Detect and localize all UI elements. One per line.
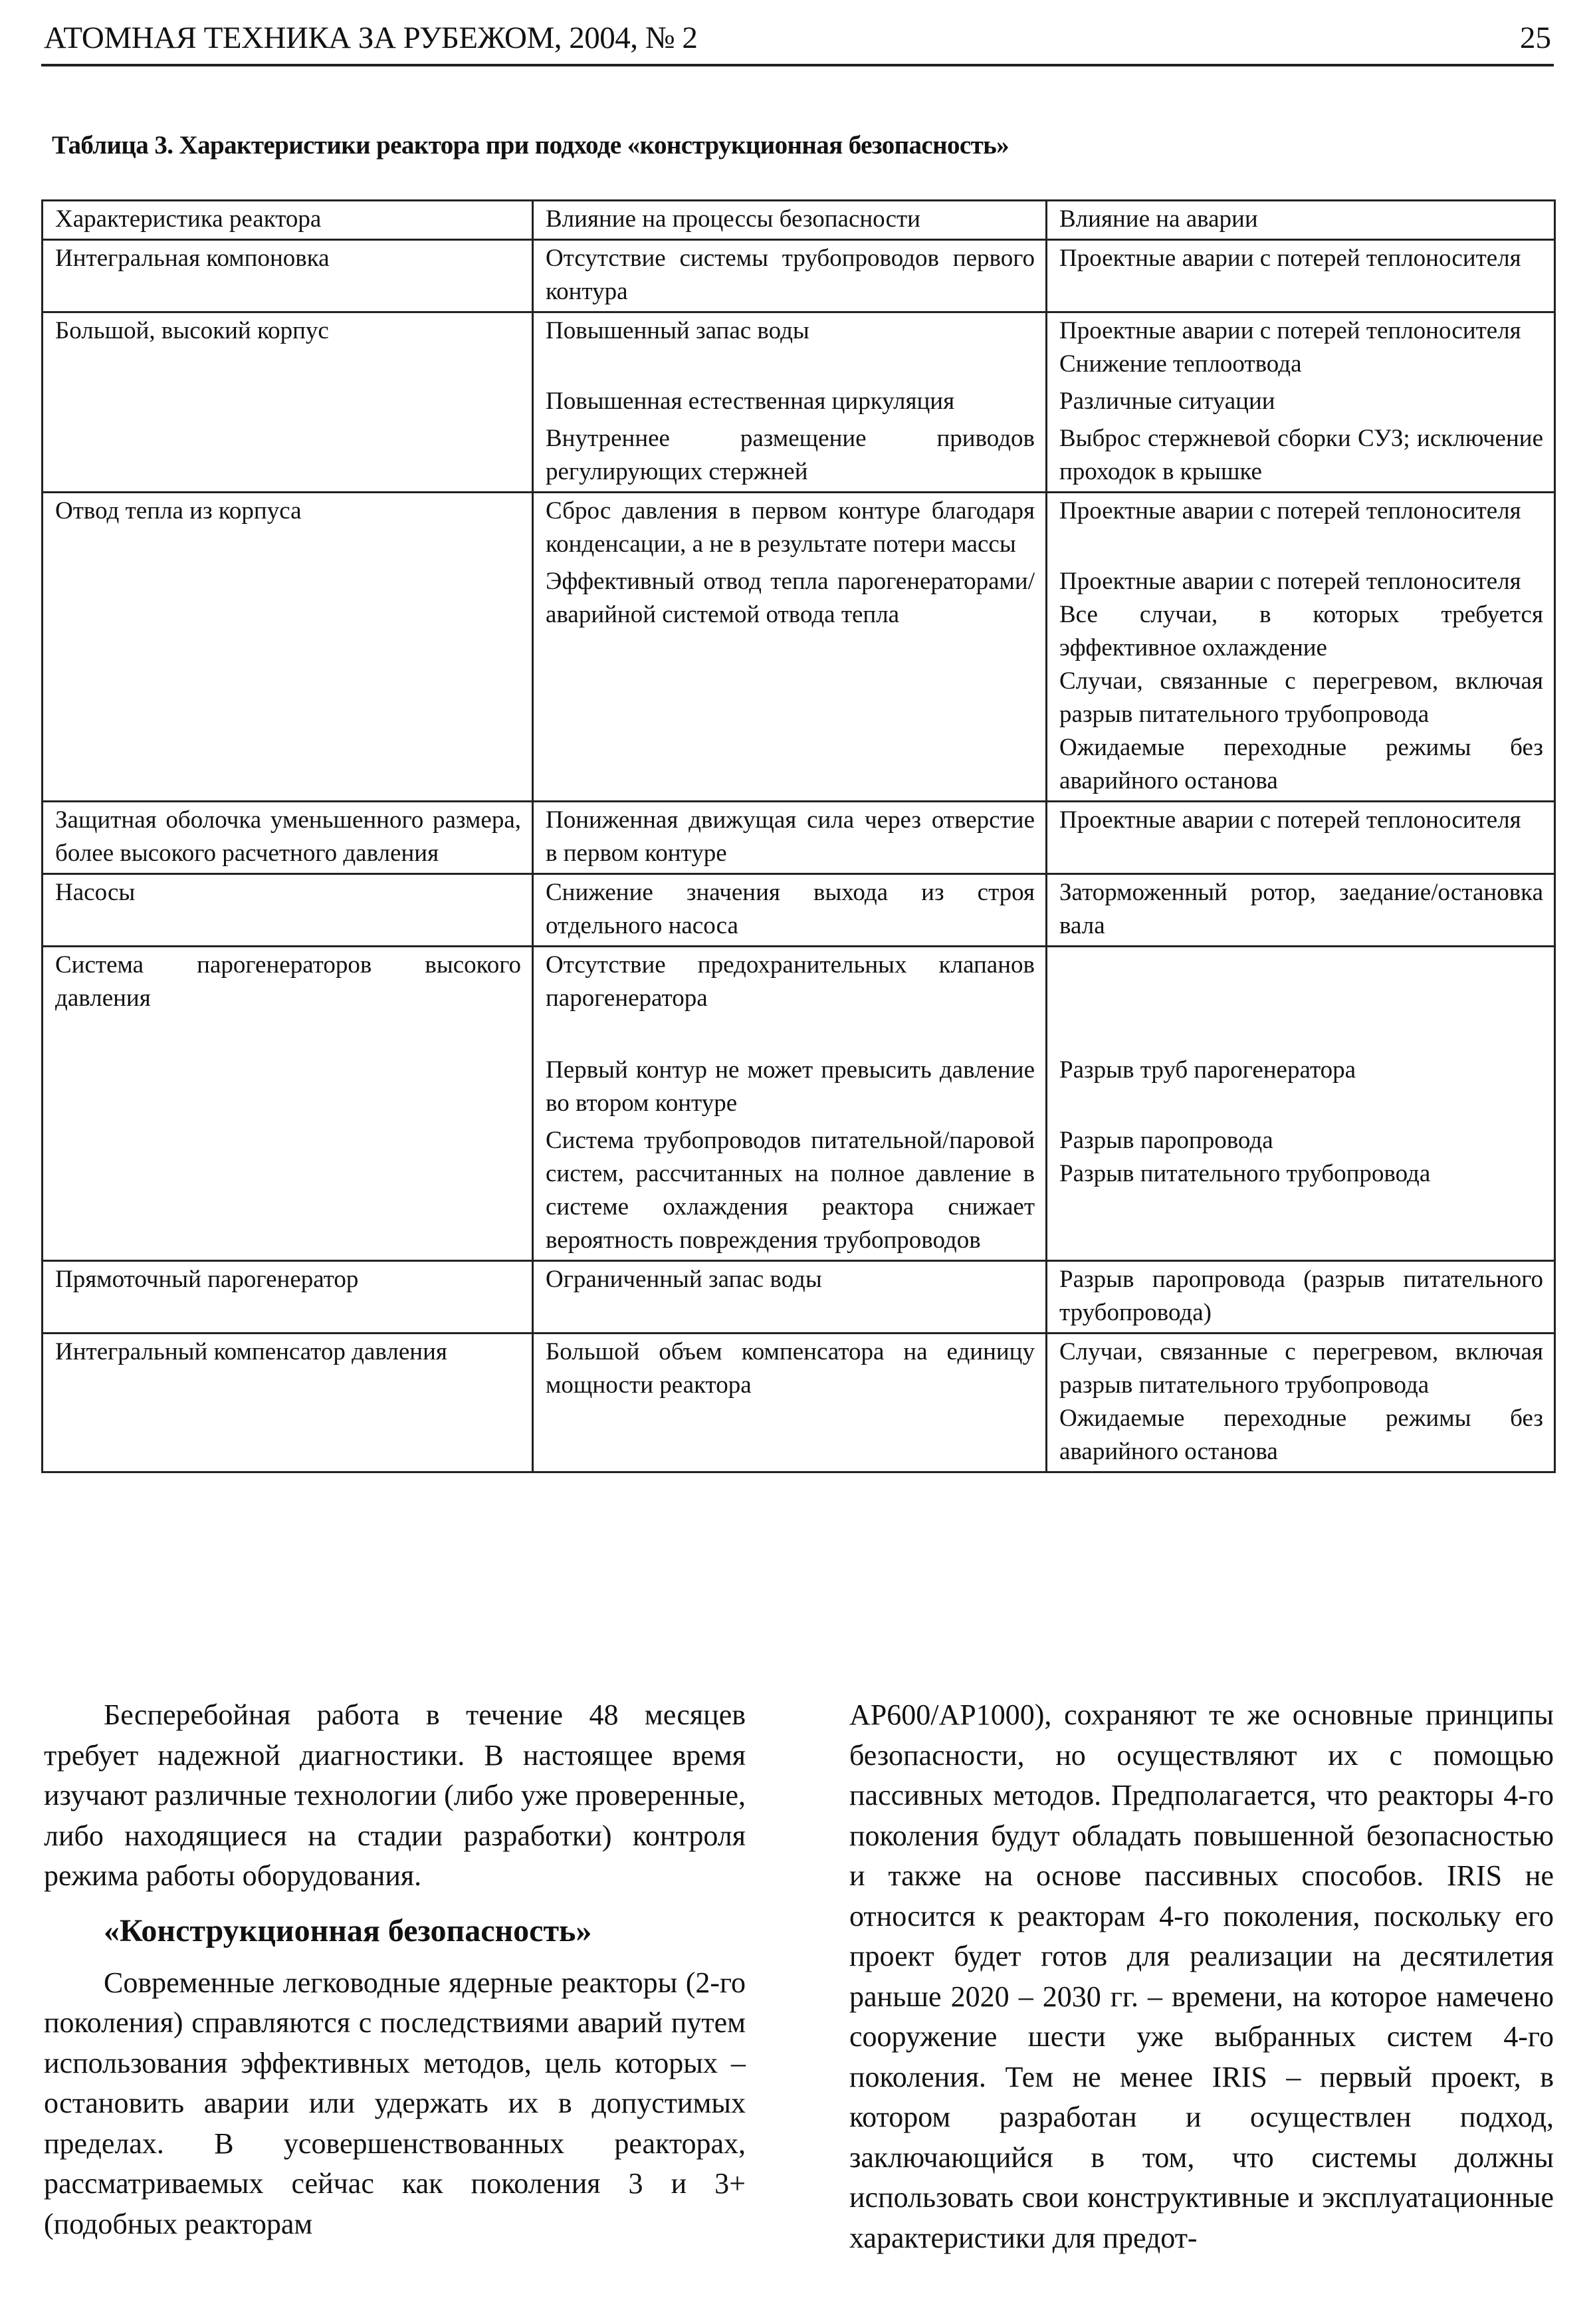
accident-cell [1047,240,1555,312]
table-body [43,240,1555,1472]
header-rule [41,64,1554,66]
column-header: Влияние на процессы безопасности [533,201,1047,240]
accident-item: Проектные аварии с потерей теплоносителя [1059,317,1521,344]
characteristic-cell: Большой, высокий корпус [43,312,533,493]
accident-cell [1047,1334,1555,1472]
accident-cell [1047,312,1555,384]
column-header: Характеристика реактора [43,201,533,240]
characteristic-cell: Отвод тепла из корпуса [43,493,533,802]
accident-item: Заторможенный ротор, заедание/остановка вала [1059,879,1543,939]
table-title: Таблица 3. Характеристики реактора при подходе «конструкционная безопасность» [52,131,1010,160]
paragraph: Бесперебойная работа в течение 48 месяцев требует надежной диагностики. В настоящее время изучают различные технологии (либо уже проверенные, либо находящиеся на стадии разработки) контроля режима работы оборудования. [44,1698,746,1892]
accident-cell [1047,1052,1555,1123]
characteristic-cell: Интегральный компенсатор давления [43,1334,533,1472]
accident-item: Снижение теплоотвода [1059,350,1302,378]
paragraph: Современные легководные ядерные реакторы (2-го поколения) справляются с последствиями аварий путем использования эффективных методов, цель которых – остановить аварии или удержать их в допустимых пределах. В усовершенствованных реакторах, рассматриваемых сейчас как поколения 3 и 3+ (подобных реакторам [44,1966,746,2240]
column-header: Влияние на аварии [1047,201,1555,240]
accident-cell [1047,874,1555,947]
table-row [43,312,1555,384]
accident-cell [1047,493,1555,564]
accident-item: Случаи, связанные с перегревом, включая разрыв питательного трубопровода [1059,667,1543,728]
left-column [44,1695,746,2244]
characteristic-cell: Прямоточный парогенератор [43,1261,533,1334]
accident-item: Проектные аварии с потерей теплоносителя [1059,806,1521,834]
reactor-characteristics-table [41,199,1556,1473]
safety-process-cell: Снижение значения выхода из строя отдельного насоса [533,874,1047,947]
safety-process-cell: Сброс давления в первом контуре благодаря конденсации, а не в результате потери массы [533,493,1047,564]
accident-cell [1047,384,1555,421]
table-row [43,1334,1555,1472]
accident-item: Разрыв труб парогенератора [1059,1056,1356,1084]
accident-item: Разрыв паропровода [1059,1127,1273,1154]
safety-process-cell: Повышенная естественная циркуляция [533,384,1047,421]
accident-cell [1047,802,1555,874]
characteristic-cell: Насосы [43,874,533,947]
accident-cell [1047,564,1555,802]
accident-item: Все случаи, в которых требуется эффективное охлаждение [1059,601,1543,661]
characteristic-cell: Защитная оболочка уменьшенного размера, более высокого расчетного давления [43,802,533,874]
safety-process-cell: Большой объем компенсатора на единицу мощности реактора [533,1334,1047,1472]
page-number: 25 [1520,21,1551,55]
accident-item: Ожидаемые переходные режимы без аварийного останова [1059,734,1543,794]
table-row [43,802,1555,874]
accident-cell [1047,421,1555,493]
safety-process-cell: Ограниченный запас воды [533,1261,1047,1334]
safety-process-cell: Первый контур не может превысить давление во втором контуре [533,1052,1047,1123]
accident-item: Различные ситуации [1059,388,1275,415]
safety-process-cell: Эффективный отвод тепла парогенераторами/аварийной системой отвода тепла [533,564,1047,802]
table-row [43,240,1555,312]
characteristic-cell: Интегральная компоновка [43,240,533,312]
characteristic-cell: Система парогенераторов высокого давления [43,947,533,1261]
paragraph: AP600/AP1000), сохраняют те же основные принципы безопасности, но осуществляют их с помощью пассивных методов. Предполагается, что реакторы 4-го поколения будут обладать повышенной безопасностью и также на основе пассивных способов. IRIS не относится к реакторам 4-го поколения, поскольку его проект будет готов для реализации на десятилетия раньше 2020 – 2030 гг. – времени, на которое намечено сооружение шести уже выбранных систем 4-го поколения. Тем не менее IRIS – первый проект, в котором разработан и осуществлен подход, заключающийся в том, что системы должны использовать свои конструктивные и эксплуатационные характеристики для предот- [849,1698,1554,2254]
safety-process-cell: Система трубопроводов питательной/паровой систем, рассчитанных на полное давление в системе охлаждения реактора снижает вероятность повреждения трубопроводов [533,1123,1047,1261]
table-row [43,947,1555,1053]
accident-item: Случаи, связанные с перегревом, включая разрыв питательного трубопровода [1059,1338,1543,1399]
accident-item: Выброс стержневой сборки СУЗ; исключение проходок в крышке [1059,425,1543,485]
right-column [849,1695,1554,2258]
accident-item: Проектные аварии с потерей теплоносителя [1059,568,1521,595]
table-row [43,493,1555,564]
accident-cell [1047,1261,1555,1334]
accident-item: Проектные аварии с потерей теплоносителя [1059,497,1521,524]
table-header-row [43,201,1555,240]
safety-process-cell: Внутреннее размещение приводов регулирующих стержней [533,421,1047,493]
accident-item: Разрыв паропровода (разрыв питательного трубопровода) [1059,1266,1543,1326]
safety-process-cell: Пониженная движущая сила через отверстие в первом контуре [533,802,1047,874]
safety-process-cell: Повышенный запас воды [533,312,1047,384]
accident-cell [1047,1123,1555,1261]
safety-process-cell: Отсутствие системы трубопроводов первого контура [533,240,1047,312]
section-heading: «Конструкционная безопасность» [104,1913,592,1948]
accident-cell [1047,947,1555,1053]
table-row [43,874,1555,947]
accident-item: Проектные аварии с потерей теплоносителя [1059,245,1521,272]
safety-process-cell: Отсутствие предохранительных клапанов парогенератора [533,947,1047,1053]
accident-item: Разрыв питательного трубопровода [1059,1160,1431,1187]
table-row [43,1261,1555,1334]
accident-item: Ожидаемые переходные режимы без аварийного останова [1059,1405,1543,1465]
running-head: АТОМНАЯ ТЕХНИКА ЗА РУБЕЖОМ, 2004, № 2 [44,21,698,55]
